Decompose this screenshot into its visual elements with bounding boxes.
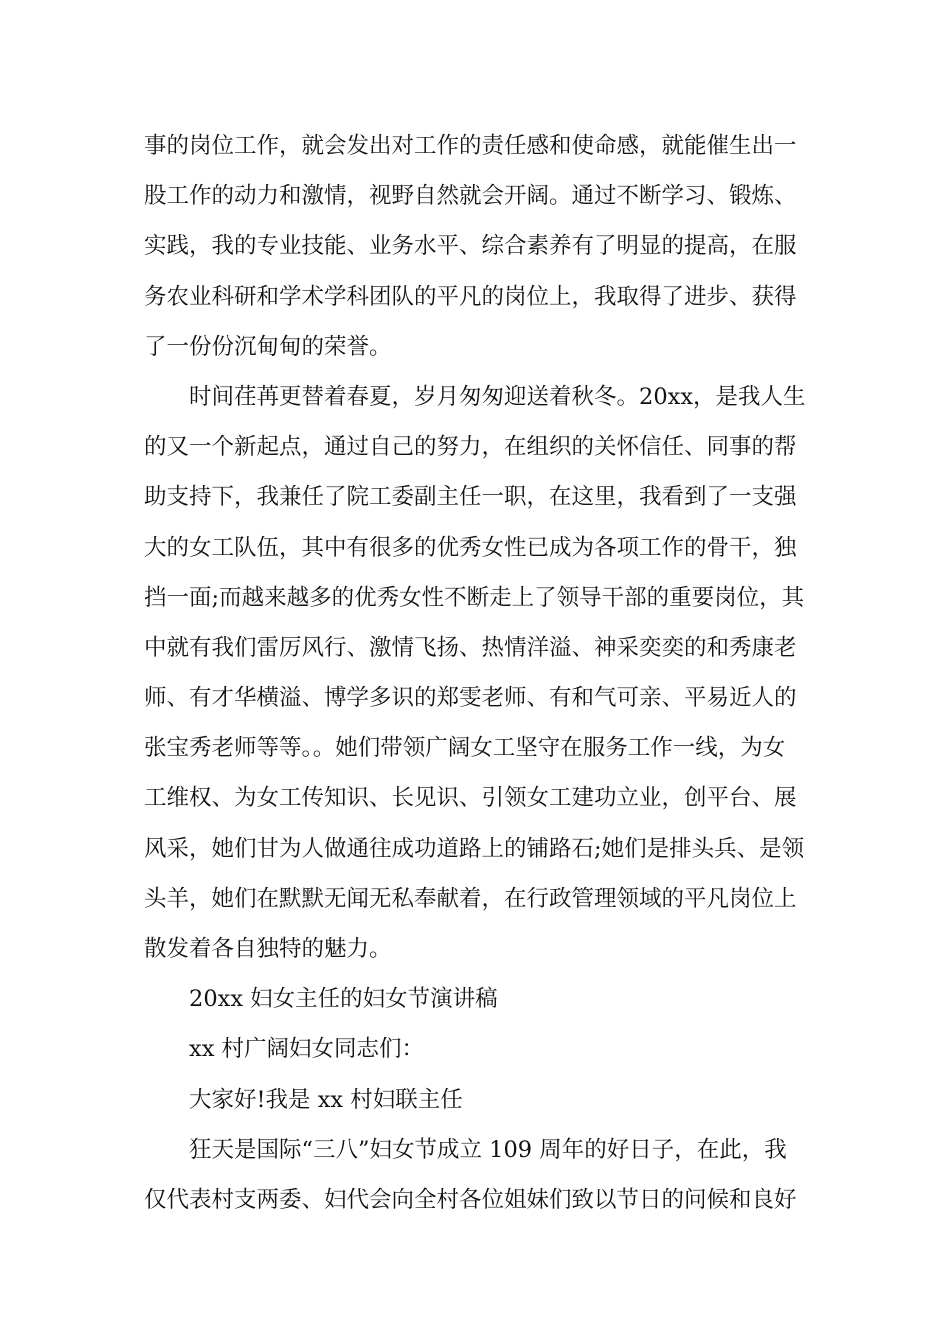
- text-line: 散发着各自独特的魅力。: [144, 936, 392, 962]
- text-line: 风采，她们甘为人做通往成功道路上的铺路石;她们是排头兵、是领: [144, 835, 805, 862]
- text-line: 的又一个新起点，通过自己的努力，在组织的关怀信任、同事的帮: [144, 434, 797, 461]
- text-line: 股工作的动力和激情，视野自然就会开阔。通过不断学习、锻炼、: [144, 183, 797, 210]
- text-line: 助支持下，我兼任了院工委副主任一职，在这里，我看到了一支强: [144, 484, 797, 511]
- text-line: 实践，我的专业技能、业务水平、综合素养有了明显的提高，在服: [144, 233, 797, 260]
- text-line: 师、有才华横溢、博学多识的郑雯老师、有和气可亲、平易近人的: [144, 685, 797, 712]
- greeting: 大家好!我是 xx 村妇联主任: [189, 1086, 463, 1113]
- text-line: 张宝秀老师等等。。她们带领广阔女工坚守在服务工作一线，为女: [144, 735, 786, 762]
- text-line: 仅代表村支两委、妇代会向全村各位姐妹们致以节日的问候和良好: [144, 1186, 797, 1213]
- text-line: 事的岗位工作，就会发出对工作的责任感和使命感，就能催生出一: [144, 133, 797, 159]
- paragraph-start-line: 时间荏苒更替着春夏，岁月匆匆迎送着秋冬。20xx，是我人生: [189, 383, 806, 410]
- text-line: 大的女工队伍，其中有很多的优秀女性已成为各项工作的骨干，独: [144, 534, 797, 561]
- body-text: [144, 121, 810, 1225]
- text-line: 工维权、为女工传知识、长见识、引领女工建功立业，创平台、展: [144, 785, 797, 812]
- salutation: xx 村广阔妇女同志们：: [189, 1036, 425, 1063]
- text-line: 中就有我们雷厉风行、激情飞扬、热情洋溢、神采奕奕的和秀康老: [144, 634, 797, 661]
- text-line: 挡一面;而越来越多的优秀女性不断走上了领导干部的重要岗位，其: [144, 584, 805, 611]
- speech-title: 20xx 妇女主任的妇女节演讲稿: [189, 986, 498, 1013]
- text-line: 头羊，她们在默默无闻无私奉献着，在行政管理领域的平凡岗位上: [144, 885, 797, 912]
- paragraph-start-line: 狂天是国际“三八”妇女节成立 109 周年的好日子，在此，我: [189, 1136, 787, 1163]
- text-line: 了一份份沉甸甸的荣誉。: [144, 333, 392, 360]
- text-line: 务农业科研和学术学科团队的平凡的岗位上，我取得了进步、获得: [144, 283, 797, 310]
